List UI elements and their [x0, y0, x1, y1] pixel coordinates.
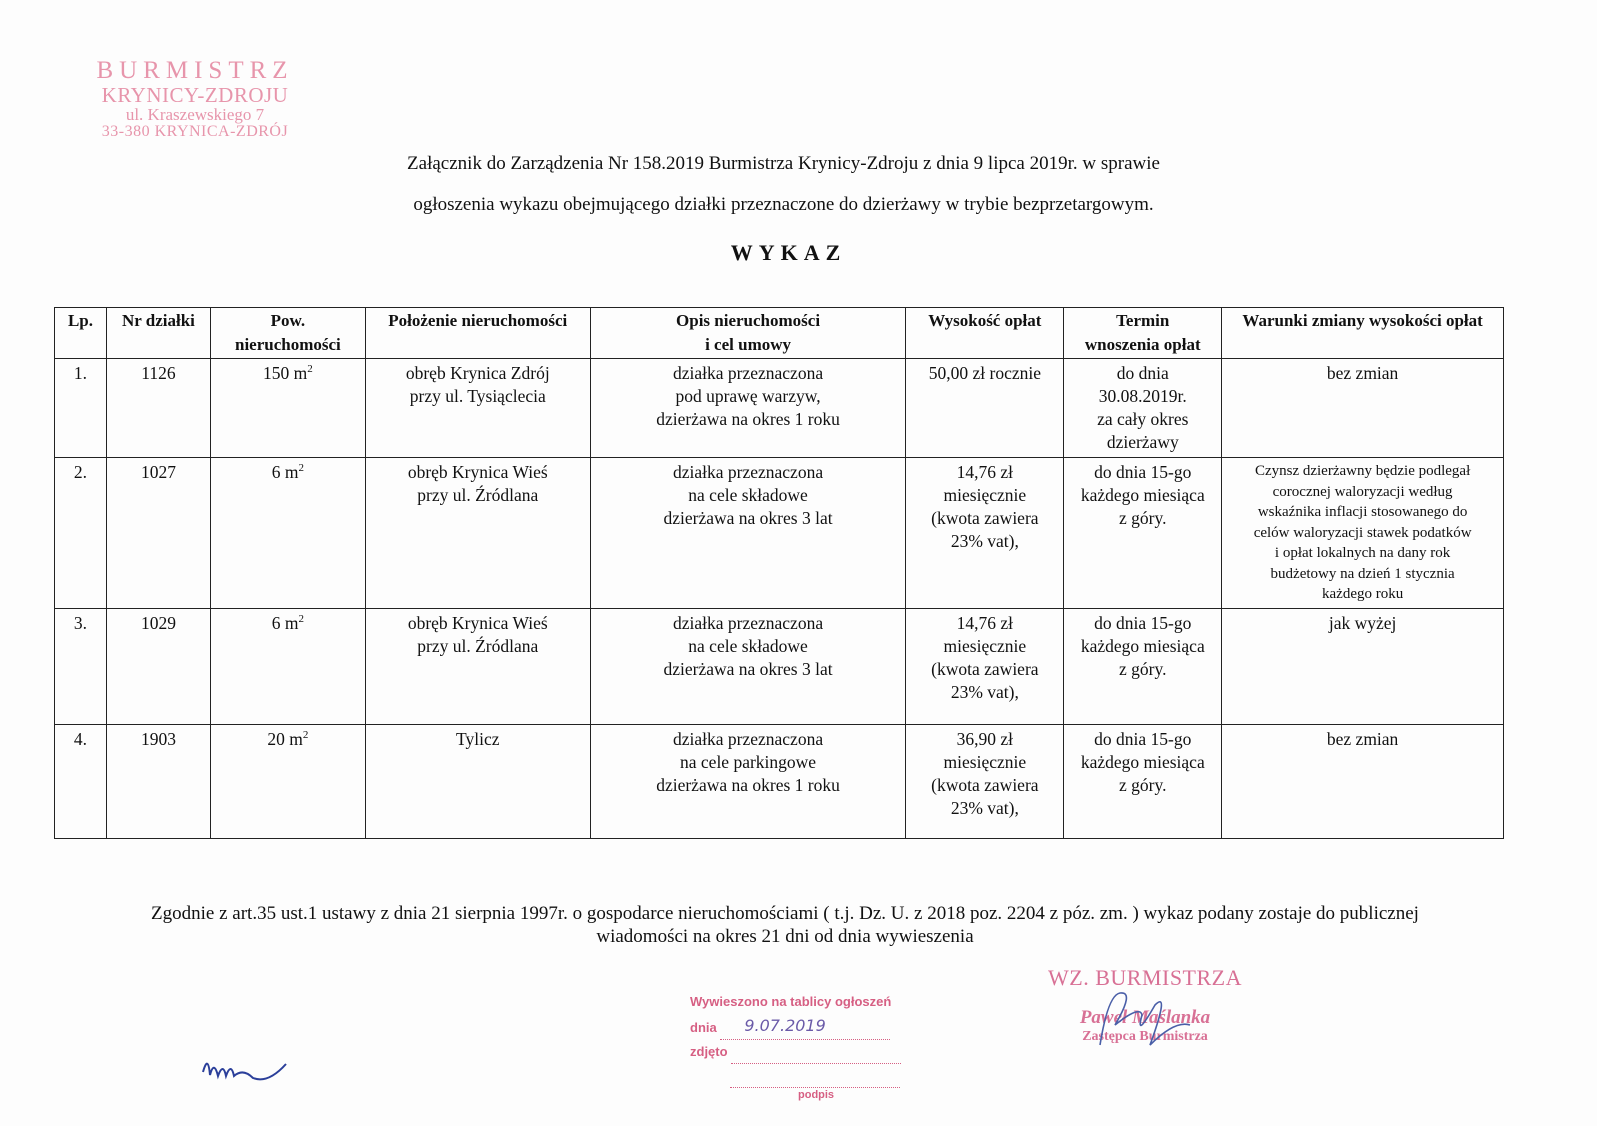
header-nr-dzialki: Nr działki: [106, 308, 210, 359]
cell-warunki-line: Czynsz dzierżawny będzie podlegał: [1254, 463, 1471, 479]
cell-powierzchnia: [210, 724, 365, 838]
cell-wysokosc-line: 36,90 zł: [956, 728, 1014, 749]
cell-termin-line: do dnia 15-go: [1094, 612, 1192, 633]
stamp-line-3: ul. Kraszewskiego 7: [125, 105, 265, 125]
dnia-dotted-line: [720, 1014, 890, 1040]
cell-opis-line: działka przeznaczona: [672, 612, 824, 633]
cell-wysokosc-line: (kwota zawiera: [931, 658, 1039, 679]
burmistrz-stamp: [70, 58, 320, 141]
cell-wysokosc-line: 14,76 zł: [956, 612, 1014, 633]
cell-termin-line: dzierżawy: [1106, 432, 1179, 452]
cell-polozenie: [365, 724, 590, 838]
cell-termin: [1064, 724, 1222, 838]
cell-opis: [590, 458, 906, 609]
table-row: [55, 458, 1504, 609]
cell-polozenie-line: Tylicz: [456, 728, 500, 749]
cell-lp: 2.: [55, 458, 107, 609]
cell-wysokosc: [906, 458, 1064, 609]
cell-nr-dzialki: 1027: [106, 458, 210, 609]
zdjeto-label: zdjęto: [690, 1044, 728, 1059]
cell-wysokosc-line: miesięcznie: [943, 485, 1027, 505]
cell-powierzchnia: [210, 608, 365, 724]
cell-wysokosc: [906, 359, 1064, 458]
cell-wysokosc-line: (kwota zawiera: [931, 774, 1039, 795]
cell-powierzchnia: [210, 458, 365, 609]
cell-opis-line: na cele składowe: [688, 635, 808, 656]
cell-termin: [1064, 458, 1222, 609]
cell-termin-line: do dnia: [1116, 363, 1169, 383]
cell-termin-line: 30.08.2019r.: [1098, 386, 1187, 406]
cell-warunki-line: budżetowy na dzień 1 stycznia: [1270, 565, 1455, 582]
cell-polozenie-line: przy ul. Tysiąclecia: [409, 386, 546, 406]
cell-warunki-line: wskaźnika inflacji stosowanego do: [1257, 504, 1468, 520]
cell-wysokosc-line: 14,76 zł: [956, 462, 1014, 482]
dnia-label: dnia: [690, 1020, 717, 1035]
cell-wysokosc-line: 50,00 zł rocznie: [928, 363, 1041, 383]
dnia-handwritten-value: 9.07.2019: [744, 1016, 826, 1035]
header-opis-line: i cel umowy: [705, 335, 792, 354]
cell-wysokosc-line: miesięcznie: [943, 751, 1027, 772]
podpis-label: podpis: [798, 1089, 835, 1101]
stamp-line-4: 33-380 KRYNICA-ZDRÓJ: [101, 123, 289, 141]
cell-opis-line: na cele parkingowe: [680, 751, 817, 772]
stamp-line-1: BURMISTRZ: [96, 57, 294, 84]
area-value: 6 m: [271, 462, 299, 482]
cell-lp: 1.: [55, 359, 107, 458]
cell-opis-line: na cele składowe: [688, 485, 808, 505]
cell-termin-line: każdego miesiąca: [1080, 751, 1205, 772]
wykaz-table: [54, 307, 1504, 839]
cell-opis-line: dzierżawa na okres 1 roku: [656, 409, 840, 429]
document-title: WYKAZ: [730, 240, 847, 265]
stamp-line-2: KRYNICY-ZDROJU: [101, 83, 289, 108]
cell-polozenie-line: obręb Krynica Zdrój: [405, 363, 550, 383]
zdjeto-line: [690, 1040, 920, 1064]
header-warunki: Warunki zmiany wysokości opłat: [1222, 308, 1504, 359]
cell-warunki: [1222, 359, 1504, 458]
cell-warunki-line: każdego roku: [1322, 586, 1404, 602]
cell-termin-line: z góry.: [1119, 508, 1167, 528]
posting-stamp: [690, 990, 920, 1102]
cell-termin-line: za cały okres: [1097, 409, 1189, 429]
podpis-line: [690, 1064, 920, 1088]
cell-nr-dzialki: 1903: [106, 724, 210, 838]
cell-opis: [590, 608, 906, 724]
cell-warunki: [1222, 458, 1504, 609]
cell-opis-line: dzierżawa na okres 3 lat: [663, 658, 833, 679]
cell-opis-line: działka przeznaczona: [672, 728, 824, 749]
cell-termin-line: z góry.: [1119, 658, 1167, 679]
heading-line-1: Załącznik do Zarządzenia Nr 158.2019 Burmistrza Krynicy-Zdroju z dnia 9 lipca 2019r. w sprawie: [407, 153, 1160, 174]
header-termin-line: wnoszenia opłat: [1084, 335, 1201, 354]
table-row: [55, 608, 1504, 724]
cell-warunki: [1222, 608, 1504, 724]
heading-line-2: ogłoszenia wykazu obejmującego działki przeznaczone do dzierżawy w trybie bezprzetargowym.: [413, 194, 1154, 215]
cell-warunki-line: celów waloryzacji stawek podatków: [1253, 524, 1472, 541]
cell-wysokosc: [906, 608, 1064, 724]
cell-wysokosc: [906, 724, 1064, 838]
area-unit-exponent: 2: [298, 462, 304, 475]
header-lp: Lp.: [55, 308, 107, 359]
cell-warunki-line: bez zmian: [1326, 363, 1399, 383]
header-opis: [590, 308, 906, 359]
cell-opis: [590, 724, 906, 838]
cell-polozenie-line: przy ul. Źródlana: [417, 485, 539, 505]
cell-termin-line: każdego miesiąca: [1080, 635, 1205, 656]
cell-wysokosc-line: (kwota zawiera: [931, 508, 1039, 528]
cell-termin: [1064, 359, 1222, 458]
cell-lp: 3.: [55, 608, 107, 724]
cell-termin-line: każdego miesiąca: [1080, 485, 1205, 505]
area-value: 6 m: [271, 612, 299, 633]
posting-date-line: [690, 1014, 920, 1040]
cell-warunki-line: bez zmian: [1326, 728, 1399, 749]
cell-wysokosc-line: 23% vat),: [950, 797, 1019, 818]
header-pow-line: Pow.: [270, 311, 306, 330]
cell-polozenie: [365, 458, 590, 609]
posting-stamp-title: Wywieszono na tablicy ogłoszeń: [690, 994, 892, 1009]
signature-stamp-role: Zastępca Burmistrza: [1082, 1029, 1208, 1044]
cell-warunki: [1222, 724, 1504, 838]
cell-wysokosc-line: miesięcznie: [943, 635, 1027, 656]
cell-opis-line: działka przeznaczona: [672, 462, 824, 482]
cell-polozenie: [365, 359, 590, 458]
cell-opis-line: dzierżawa na okres 3 lat: [663, 508, 833, 528]
table-row: [55, 359, 1504, 458]
area-unit-exponent: 2: [302, 728, 309, 741]
header-polozenie: Położenie nieruchomości: [365, 308, 590, 359]
signature-stamp-name: Paweł Maślanka: [1079, 1007, 1211, 1028]
cell-termin: [1064, 608, 1222, 724]
cell-wysokosc-line: 23% vat),: [950, 531, 1019, 551]
header-termin-line: Termin: [1116, 311, 1170, 330]
cell-lp: 4.: [55, 724, 107, 838]
area-unit-exponent: 2: [298, 612, 304, 625]
header-pow-line: nieruchomości: [234, 335, 341, 354]
cell-polozenie: [365, 608, 590, 724]
cell-termin-line: do dnia 15-go: [1094, 728, 1192, 749]
cell-warunki-line: jak wyżej: [1328, 612, 1397, 633]
header-opis-line: Opis nieruchomości: [676, 311, 821, 330]
cell-warunki-line: corocznej waloryzacji według: [1272, 483, 1453, 500]
cell-opis: [590, 359, 906, 458]
table-header-row: [55, 308, 1504, 359]
cell-wysokosc-line: 23% vat),: [950, 681, 1019, 702]
footer-line-1: Zgodnie z art.35 ust.1 ustawy z dnia 21 sierpnia 1997r. o gospodarce nieruchomościami ( t.j. Dz. U. z 2018 poz. 2204 z póz. zm. ) wykaz podany zostaje do publicznej: [151, 903, 1419, 924]
cell-opis-line: pod uprawę warzyw,: [675, 386, 821, 406]
cell-polozenie-line: przy ul. Źródlana: [417, 635, 539, 656]
header-termin: [1064, 308, 1222, 359]
cell-termin-line: do dnia 15-go: [1094, 462, 1192, 482]
table-row: [55, 724, 1504, 838]
handwritten-signature-icon: [1080, 985, 1200, 1055]
cell-opis-line: działka przeznaczona: [672, 363, 824, 383]
cell-polozenie-line: obręb Krynica Wieś: [407, 462, 548, 482]
initials-signature-icon: [198, 1050, 293, 1085]
area-value: 20 m: [267, 728, 303, 749]
area-unit-exponent: 2: [307, 363, 313, 376]
header-wysokosc: Wysokość opłat: [906, 308, 1064, 359]
cell-opis-line: dzierżawa na okres 1 roku: [656, 774, 840, 795]
cell-polozenie-line: obręb Krynica Wieś: [407, 612, 548, 633]
cell-termin-line: z góry.: [1119, 774, 1167, 795]
cell-nr-dzialki: 1126: [106, 359, 210, 458]
area-value: 150 m: [263, 363, 308, 383]
cell-powierzchnia: [210, 359, 365, 458]
cell-nr-dzialki: 1029: [106, 608, 210, 724]
legal-footer: [60, 902, 1510, 948]
footer-line-2: wiadomości na okres 21 dni od dnia wywieszenia: [596, 926, 974, 947]
cell-warunki-line: i opłat lokalnych na dany rok: [1274, 545, 1451, 561]
header-powierzchnia: [210, 308, 365, 359]
signature-stamp-title: WZ. BURMISTRZA: [1048, 965, 1242, 990]
